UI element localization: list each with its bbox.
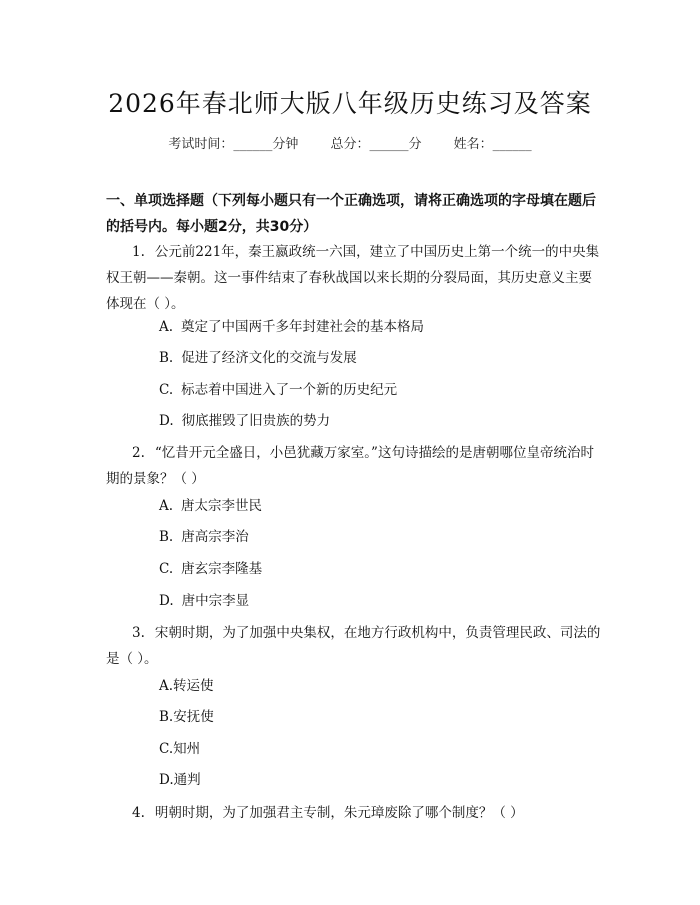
option-text: 标志着中国进入了一个新的历史纪元 [181,382,398,398]
option-1c [159,379,397,401]
section-heading: 一、单项选择题（下列每小题只有一个正确选项，请将正确选项的字母填在题后的括号内。每小题2分，共30分） [106,193,596,235]
option-letter: C. [159,741,174,757]
option-letter: D. [159,772,174,788]
option-letter: D. [159,413,174,429]
question-1 [106,239,602,317]
option-letter: C. [159,382,174,398]
option-text: 唐玄宗李隆基 [181,561,263,577]
option-3b [159,706,214,728]
option-text: 知州 [173,741,201,757]
option-letter: A. [159,498,174,514]
option-3d [159,769,201,791]
option-text: 唐太宗李世民 [181,498,263,514]
question-text: 明朝时期，为了加强君主专制，朱元璋废除了哪个制度？（ ） [154,805,524,821]
option-text: 促进了经济文化的交流与发展 [181,350,357,366]
option-2b [159,526,249,548]
option-1a [159,316,424,338]
student-name-field: 姓名：______ [453,137,532,152]
option-text: 彻底摧毁了旧贵族的势力 [181,413,331,429]
option-text: 转运使 [173,678,214,694]
question-2 [106,440,602,492]
option-2d [159,590,249,612]
total-score-field: 总分：______分 [330,137,422,152]
option-1d [159,410,330,432]
option-text: 奠定了中国两千多年封建社会的基本格局 [181,319,425,335]
question-text: “忆昔开元全盛日，小邑犹藏万家室。”这句诗描绘的是唐朝哪位皇帝统治时期的景象？（ ） [106,445,594,487]
document-title: 2026年春北师大版八年级历史练习及答案 [108,89,592,118]
question-4 [106,800,602,826]
question-text: 宋朝时期，为了加强中央集权，在地方行政机构中，负责管理民政、司法的是（ ）。 [106,625,601,667]
option-letter: C. [159,561,174,577]
question-number: 3. [132,625,145,641]
question-number: 4. [132,805,145,821]
option-letter: B. [159,529,174,545]
question-text: 公元前221年，秦王嬴政统一六国，建立了中国历史上第一个统一的中央集权王朝——秦朝。这一事件结束了春秋战国以来长期的分裂局面，其历史意义主要体现在（ ）。 [106,244,600,312]
exam-time-field: 考试时间：______分钟 [168,137,299,152]
option-text: 通判 [173,772,201,788]
option-text: 安抚使 [173,709,214,725]
option-2c [159,558,262,580]
option-2a [159,495,262,517]
option-letter: B. [159,709,174,725]
option-text: 唐高宗李治 [181,529,249,545]
option-text: 唐中宗李显 [181,593,250,609]
exam-meta [0,133,700,152]
option-3a [159,675,214,697]
question-number: 2. [132,445,145,461]
option-letter: A. [159,678,174,694]
question-number: 1. [132,244,145,260]
option-3c [159,738,200,760]
question-3 [106,620,602,672]
option-letter: A. [159,319,174,335]
option-letter: D. [159,593,174,609]
option-letter: B. [159,350,174,366]
option-1b [159,347,357,369]
